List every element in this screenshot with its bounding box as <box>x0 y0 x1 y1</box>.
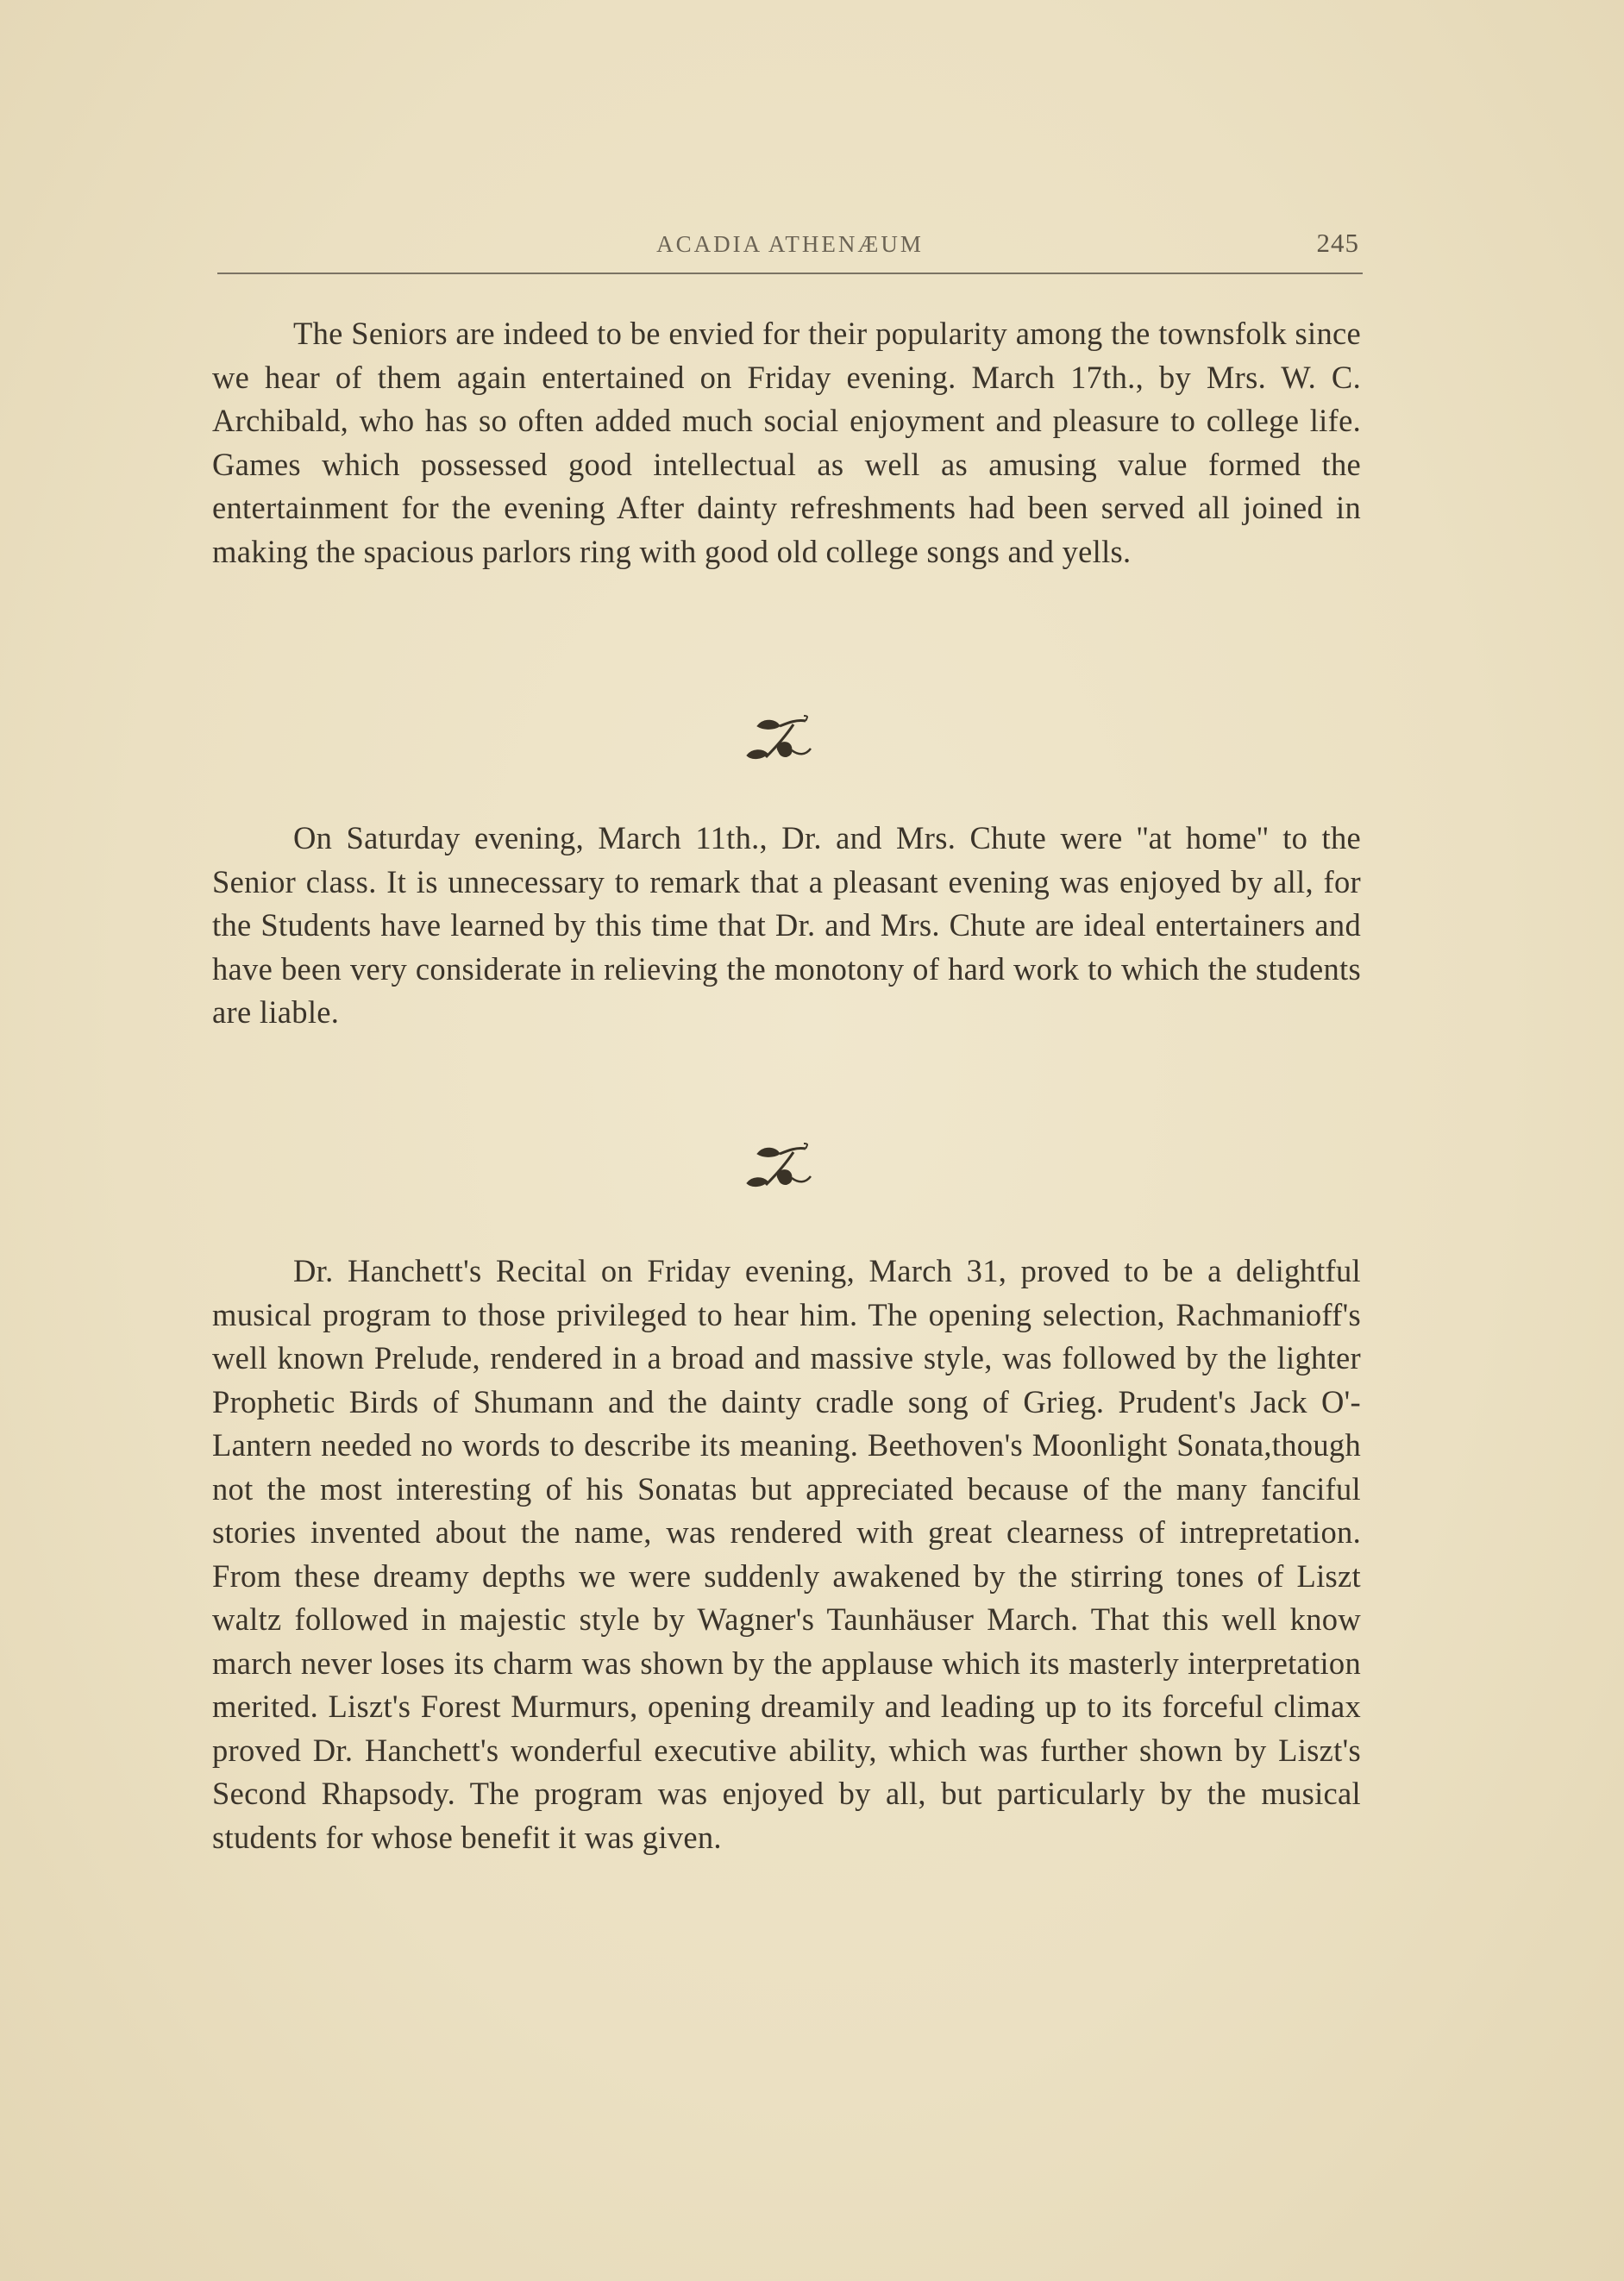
paragraph-chute-at-home: On Saturday evening, March 11th., Dr. and Mrs. Chute were ''at home'' to the Senior class. It is unnecessary to remark that a pleasant evening was enjoyed by all, for the Students have learned by this time that Dr. and Mrs. Chute are ideal entertainers and have been very considerate in relieving the monotony of hard work to which the students are liable. <box>212 820 1361 1030</box>
paragraph-hanchett-recital: Dr. Hanchett's Recital on Friday evening, March 31, proved to be a delightful musical program to those privileged to hear him. The opening selection, Rachmanioff's well known Prelude, rendered in a broad and massive style, was followed by the lighter Prophetic Birds of Shumann and the dainty cradle song of Grieg. Prudent's Jack O'-Lantern needed no words to describe its meaning. Beethoven's Moonlight Sonata,though not the most interesting of his Sonatas but appreciated because of the many fanciful stories invented about the name, was rendered with great clearness of intrepretation. From these dreamy depths we were suddenly awakened by the stirring tones of Liszt waltz followed in majestic style by Wagner's Taunhäuser March. That this well know march never loses its charm was shown by the applause which its masterly interpretation merited. Liszt's Forest Murmurs, opening dreamily and leading up to its forceful climax proved Dr. Hanchett's wonderful executive ability, which was further shown by Liszt's Second Rhapsody. The program was enjoyed by all, but particularly by the musical students for whose benefit it was given. <box>212 1253 1361 1855</box>
running-head <box>217 226 1363 269</box>
journal-title: ACADIA ATHENÆUM <box>656 231 924 257</box>
page-number: 245 <box>1316 228 1359 258</box>
leaf-ornament-icon <box>740 709 818 769</box>
paragraph-seniors-entertained: The Seniors are indeed to be envied for their popularity among the townsfolk since we hear of them again entertained on Friday evening. March 17th., by Mrs. W. C. Archibald, who has so often added much social enjoyment and pleasure to college life. Games which possessed good intellectual as well as amusing value formed the entertainment for the evening After dainty refreshments had been served all joined in making the spacious parlors ring with good old college songs and yells. <box>212 316 1361 569</box>
header-rule <box>217 273 1363 274</box>
leaf-ornament-icon <box>740 1137 818 1197</box>
